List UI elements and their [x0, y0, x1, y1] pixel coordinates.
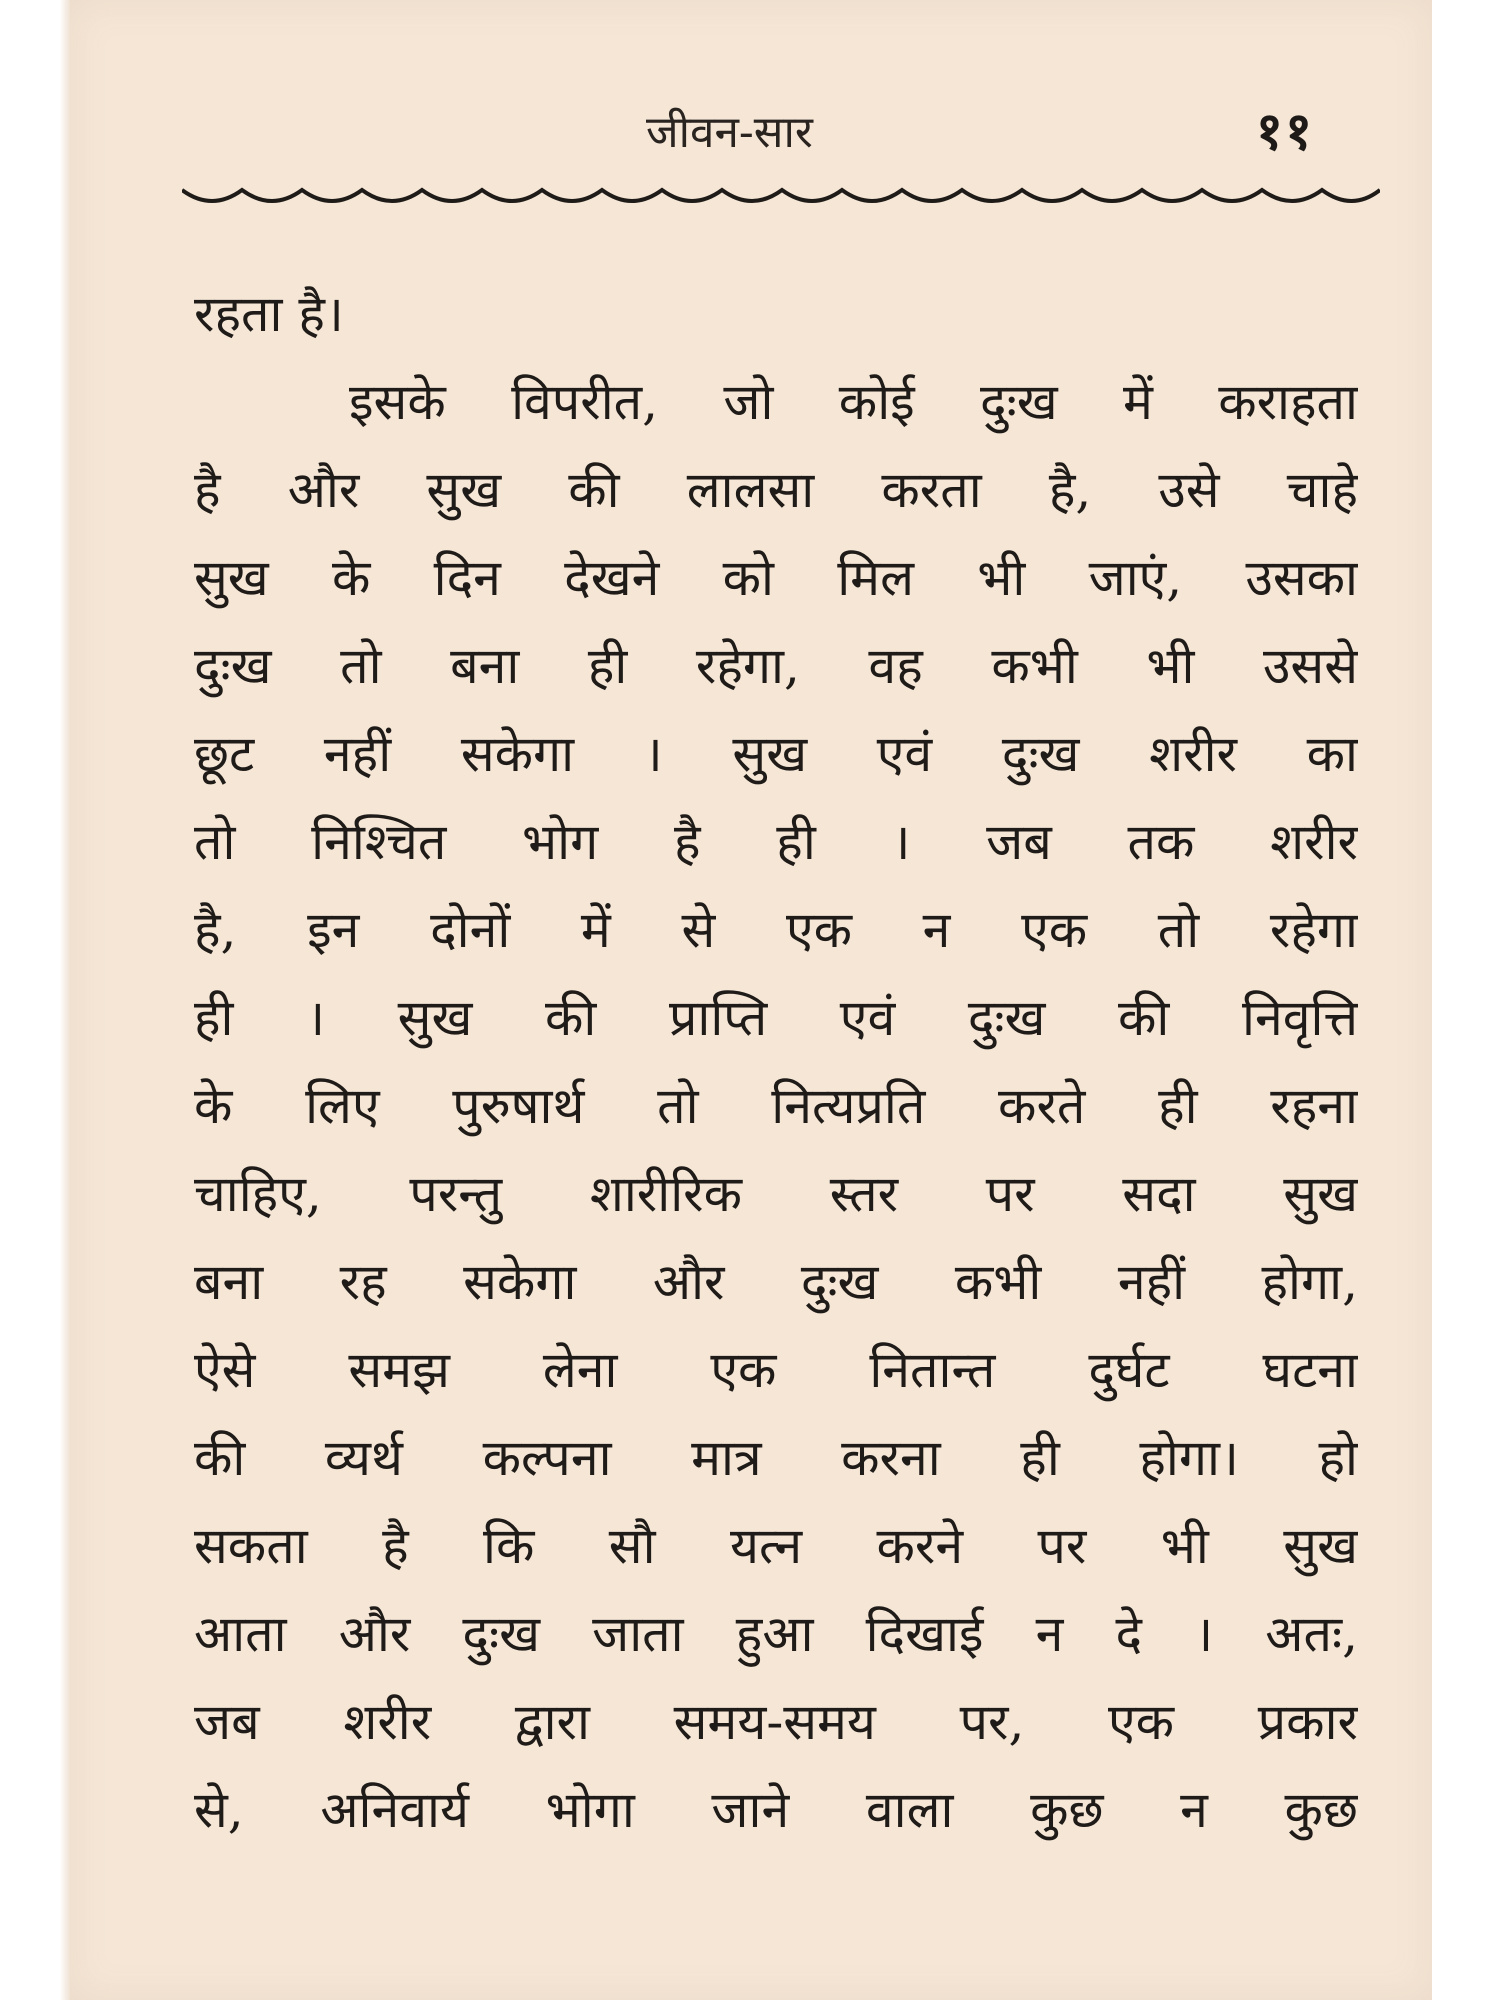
text-line: से, अनिवार्य भोगा जाने वाला कुछ न कुछ	[194, 1781, 1358, 1839]
text-line: बना रह सकेगा और दुःख कभी नहीं होगा,	[194, 1253, 1358, 1311]
text-line: ऐसे समझ लेना एक नितान्त दुर्घट घटना	[194, 1341, 1358, 1399]
book-page	[70, 0, 1432, 2000]
text-line: के लिए पुरुषार्थ तो नित्यप्रति करते ही रहना	[194, 1077, 1358, 1135]
page-margin	[0, 0, 70, 2000]
wavy-rule-ornament	[182, 182, 1380, 216]
text-line: सुख के दिन देखने को मिल भी जाएं, उसका	[194, 549, 1358, 607]
body-text	[194, 270, 1358, 1854]
page-number: ११	[1255, 101, 1314, 162]
text-line: तो निश्चित भोग है ही । जब तक शरीर	[194, 813, 1358, 871]
text-line: ही । सुख की प्राप्ति एवं दुःख की निवृत्ति	[194, 989, 1358, 1047]
text-line: इसके विपरीत, जो कोई दुःख में कराहता	[349, 373, 1358, 431]
text-line: रहता है।	[194, 285, 344, 343]
text-line: है और सुख की लालसा करता है, उसे चाहे	[194, 461, 1358, 519]
text-line: की व्यर्थ कल्पना मात्र करना ही होगा। हो	[194, 1429, 1358, 1487]
text-line: सकता है कि सौ यत्न करने पर भी सुख	[194, 1517, 1358, 1575]
text-line: छूट नहीं सकेगा । सुख एवं दुःख शरीर का	[194, 725, 1358, 783]
text-line: है, इन दोनों में से एक न एक तो रहेगा	[194, 901, 1358, 959]
text-line: चाहिए, परन्तु शारीरिक स्तर पर सदा सुख	[194, 1165, 1358, 1223]
text-line: आता और दुःख जाता हुआ दिखाई न दे । अतः,	[194, 1605, 1358, 1663]
text-line: जब शरीर द्वारा समय-समय पर, एक प्रकार	[194, 1693, 1358, 1751]
running-head-title: जीवन-सार	[646, 107, 813, 158]
running-header	[70, 100, 1432, 180]
text-line: दुःख तो बना ही रहेगा, वह कभी भी उससे	[194, 637, 1358, 695]
